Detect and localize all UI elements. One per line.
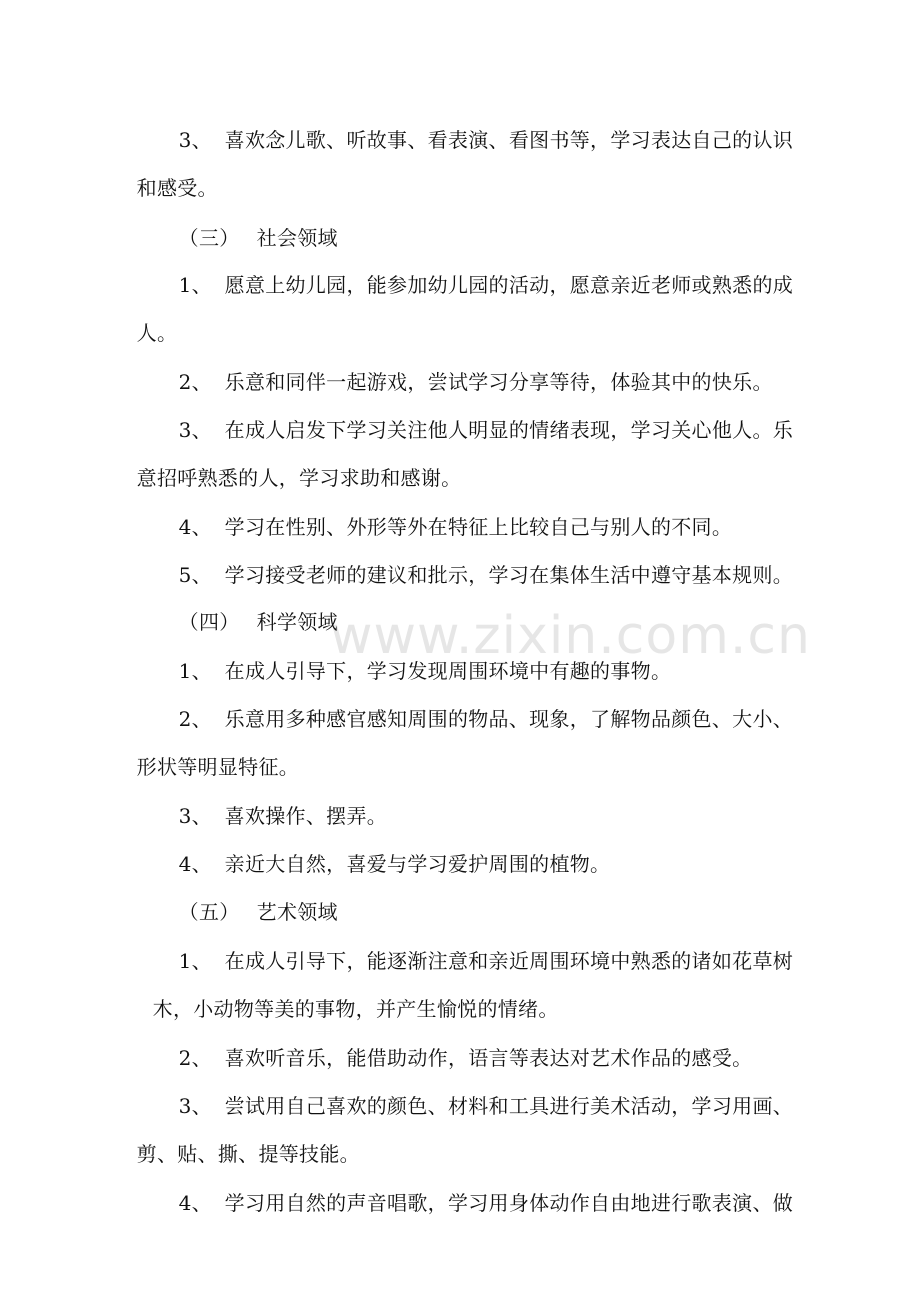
item-number: 3、 <box>178 1094 212 1118</box>
item-text: 在成人引导下，能逐渐注意和亲近周围环境中熟悉的诸如花草树 <box>224 949 794 973</box>
item-number: 1、 <box>178 659 212 683</box>
item-text: 木，小动物等美的事物，并产生愉悦的情绪。 <box>152 997 559 1021</box>
item-number: 2、 <box>178 1046 212 1070</box>
item-number: 1、 <box>178 949 212 973</box>
item-text: 学习接受老师的建议和批示，学习在集体生活中遵守基本规则。 <box>224 563 794 587</box>
list-item <box>152 98 793 182</box>
list-item <box>152 243 793 327</box>
item-text: 形状等明显特征。 <box>136 755 300 779</box>
item-text: 喜欢操作、摆弄。 <box>224 804 388 828</box>
item-number: 2、 <box>178 370 212 394</box>
watermark: www.zixin.com.cn <box>330 606 811 666</box>
item-text: 乐意和同伴一起游戏，尝试学习分享等待，体验其中的快乐。 <box>224 370 773 394</box>
item-text: 人。 <box>136 321 178 345</box>
section-number: （五） <box>178 900 240 924</box>
item-number: 3、 <box>178 128 212 152</box>
item-text: 和感受。 <box>136 176 218 200</box>
section-title: 科学领域 <box>256 610 338 634</box>
section-title: 艺术领域 <box>256 900 338 924</box>
item-text: 乐意用多种感官感知周围的物品、现象，了解物品颜色、大小、 <box>224 707 794 731</box>
item-text: 尝试用自己喜欢的颜色、材料和工具进行美术活动，学习用画、 <box>224 1094 794 1118</box>
item-number: 5、 <box>178 563 212 587</box>
item-number: 2、 <box>178 707 212 731</box>
item-number: 4、 <box>178 1191 212 1215</box>
list-item <box>152 1161 793 1245</box>
item-number: 4、 <box>178 852 212 876</box>
item-text: 剪、贴、撕、提等技能。 <box>136 1142 360 1166</box>
item-number: 4、 <box>178 515 212 539</box>
item-text: 学习用自然的声音唱歌，学习用身体动作自由地进行歌表演、做 <box>224 1191 794 1215</box>
item-text: 在成人引导下，学习发现周围环境中有趣的事物。 <box>224 659 672 683</box>
item-number: 1、 <box>178 273 212 297</box>
item-text: 喜欢听音乐，能借助动作，语言等表达对艺术作品的感受。 <box>224 1046 753 1070</box>
section-number: （四） <box>178 610 240 634</box>
item-text: 在成人启发下学习关注他人明显的情绪表现，学习关心他人。乐 <box>224 418 794 442</box>
item-number: 3、 <box>178 418 212 442</box>
section-title: 社会领域 <box>256 226 338 250</box>
item-text: 亲近大自然，喜爱与学习爱护周围的植物。 <box>224 852 611 876</box>
section-number: （三） <box>178 226 240 250</box>
item-text: 学习在性别、外形等外在特征上比较自己与别人的不同。 <box>224 515 733 539</box>
item-text: 喜欢念儿歌、听故事、看表演、看图书等，学习表达自己的认识 <box>224 128 794 152</box>
item-number: 3、 <box>178 804 212 828</box>
item-text: 意招呼熟悉的人，学习求助和感谢。 <box>136 466 462 490</box>
item-text: 愿意上幼儿园，能参加幼儿园的活动，愿意亲近老师或熟悉的成 <box>224 273 794 297</box>
